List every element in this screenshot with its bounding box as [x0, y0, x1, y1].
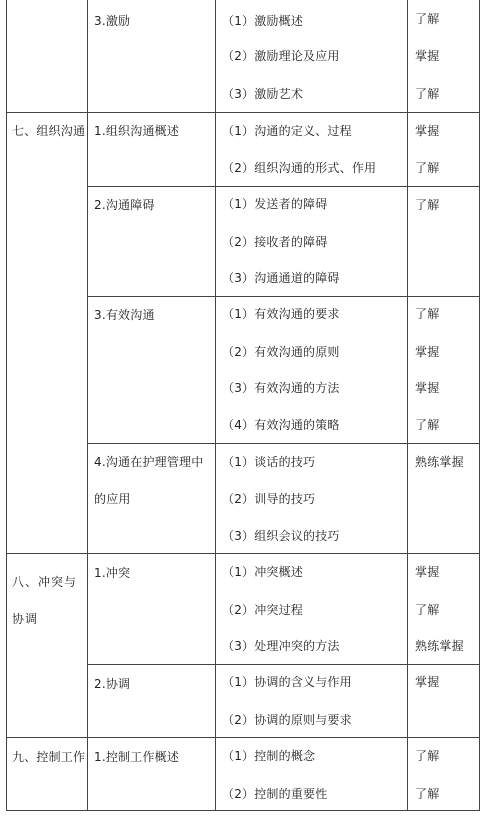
item-text: （2）有效沟通的原则 — [222, 345, 340, 359]
item-level: 熟练掌握 — [415, 455, 464, 469]
table-border-bottom — [6, 810, 480, 811]
item-level: 了解 — [415, 87, 440, 101]
item-text: （1）发送者的障碍 — [222, 197, 328, 211]
chapter-divider — [6, 737, 480, 738]
section-title: 1.控制工作概述 — [94, 750, 180, 764]
section-divider — [87, 296, 480, 297]
section-title: 2.协调 — [94, 677, 131, 691]
item-text: （1）有效沟通的要求 — [222, 307, 340, 321]
chapter-divider — [6, 112, 480, 113]
section-title: 4.沟通在护理管理中 — [94, 455, 204, 469]
item-text: （1）沟通的定义、过程 — [222, 124, 352, 138]
item-text: （2）协调的原则与要求 — [222, 713, 352, 727]
item-level: 了解 — [415, 198, 440, 212]
item-level: 了解 — [415, 787, 440, 801]
section-title: 3.有效沟通 — [94, 308, 155, 322]
item-level: 了解 — [415, 307, 440, 321]
item-text: （1）协调的含义与作用 — [222, 675, 352, 689]
item-text: （2）冲突过程 — [222, 603, 304, 617]
section-title: 1.组织沟通概述 — [94, 124, 180, 138]
item-level: 了解 — [415, 161, 440, 175]
item-text: （4）有效沟通的策略 — [222, 418, 340, 432]
section-divider — [87, 664, 480, 665]
item-level: 了解 — [415, 418, 440, 432]
table-border-right — [479, 0, 480, 811]
item-level: 掌握 — [415, 565, 440, 579]
item-text: （1）控制的概念 — [222, 749, 316, 763]
section-divider — [87, 186, 480, 187]
item-text: （1）谈话的技巧 — [222, 455, 316, 469]
chapter-title — [12, 564, 84, 638]
item-level: 熟练掌握 — [415, 639, 464, 653]
section-divider — [87, 443, 480, 444]
chapter-title: 九、控制工作 — [12, 750, 86, 764]
item-level: 掌握 — [415, 49, 440, 63]
item-text: （1）激励概述 — [222, 14, 304, 28]
chapter-title: 七、组织沟通 — [12, 124, 86, 138]
chapter-title-text: 八、冲突与协调 — [12, 575, 78, 626]
item-text: （2）控制的重要性 — [222, 787, 328, 801]
item-level: 掌握 — [415, 345, 440, 359]
table-border-left — [6, 0, 7, 811]
item-text: （2）组织沟通的形式、作用 — [222, 161, 377, 175]
chapter-divider — [6, 553, 480, 554]
item-level: 掌握 — [415, 381, 440, 395]
item-text: （3）有效沟通的方法 — [222, 381, 340, 395]
item-text: （3）激励艺术 — [222, 87, 304, 101]
column-divider — [87, 0, 88, 811]
item-level: 掌握 — [415, 675, 440, 689]
item-text: （2）激励理论及应用 — [222, 49, 340, 63]
item-level: 了解 — [415, 603, 440, 617]
item-level: 了解 — [415, 749, 440, 763]
item-level: 掌握 — [415, 124, 440, 138]
section-title: 2.沟通障碍 — [94, 198, 155, 212]
item-text: （3）沟通通道的障碍 — [222, 271, 340, 285]
item-level: 了解 — [415, 12, 440, 26]
column-divider — [215, 0, 216, 811]
item-text: （3）组织会议的技巧 — [222, 529, 340, 543]
item-text: （2）训导的技巧 — [222, 492, 316, 506]
section-title: 1.冲突 — [94, 566, 131, 580]
item-text: （1）冲突概述 — [222, 565, 304, 579]
column-divider — [407, 0, 408, 811]
section-title-line2: 的应用 — [94, 492, 131, 506]
item-text: （3）处理冲突的方法 — [222, 639, 340, 653]
section-title: 3.激励 — [94, 14, 131, 28]
item-text: （2）接收者的障碍 — [222, 235, 328, 249]
